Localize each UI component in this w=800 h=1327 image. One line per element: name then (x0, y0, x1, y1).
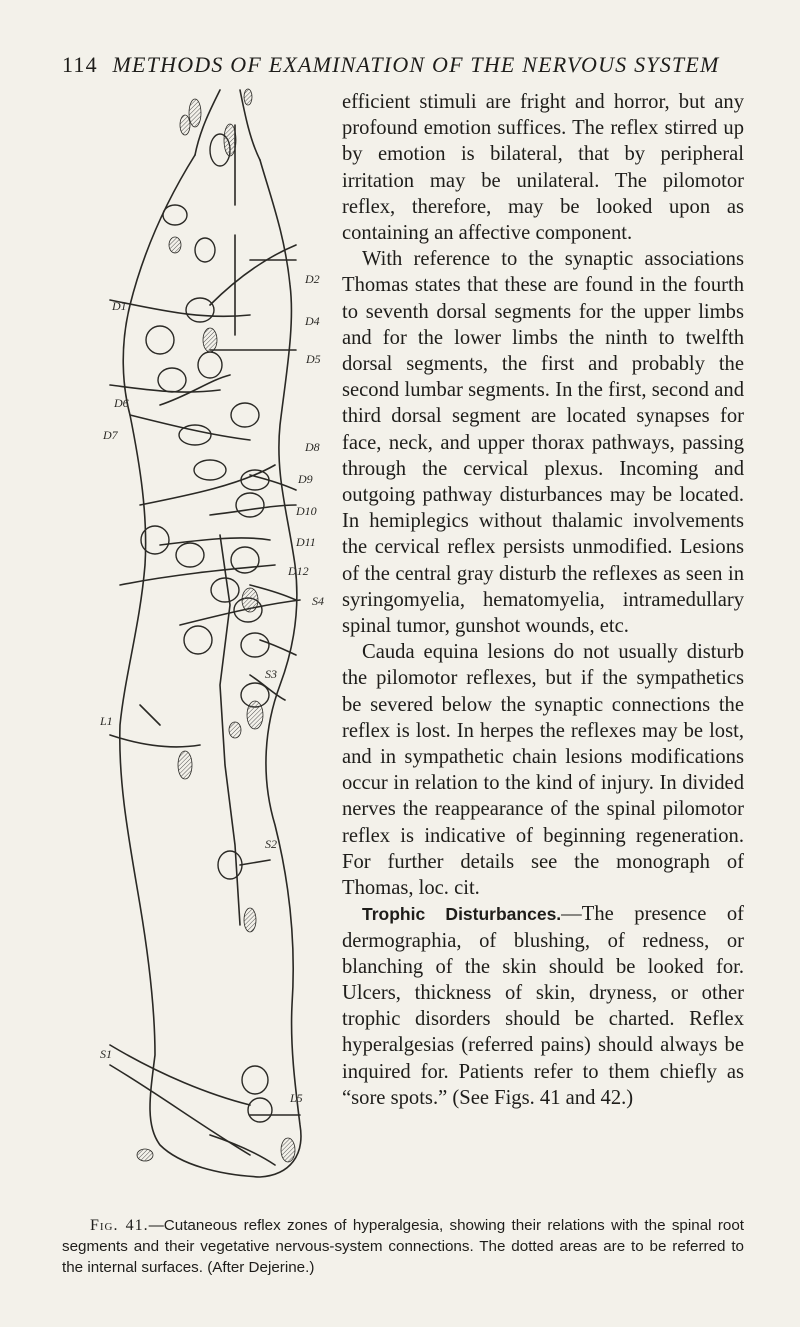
body-outline-drawing (100, 85, 348, 1200)
label-d10: D10 (296, 504, 317, 518)
runin-heading-trophic: Trophic Disturbances. (362, 904, 562, 925)
body-text-column (342, 89, 744, 1111)
caption-text: —Cutaneous reflex zones of hyperalgesia, showing their relations with the spinal root segments and their vegetative nervous-system connections. The dotted areas are to be referred to the internal surfaces. (After Dejerine.) (62, 1217, 744, 1276)
label-d11: D11 (296, 535, 316, 549)
paragraph-synaptic-associations: With reference to the synaptic associations Thomas states that these are found in the fourth to seventh dorsal segments for the upper limbs and for the lower limbs the ninth to twelfth dorsal segments, the first and probably the second lumbar segments. In the first, second and third dorsal segment are located synapses for face, neck, and upper thorax pathways, passing through the cervical plexus. Incoming and outgoing pathway disturbances may be located. In hemiplegics without thalamic involvements the cervical reflex persists unmodified. Lesions of the central gray disturb the reflexes as seen in syringomyelia, hematomyelia, intramedullary spinal tumor, gunshot wounds, etc. (342, 248, 744, 638)
label-d12: D12 (288, 564, 309, 578)
label-s1: S1 (100, 1047, 112, 1061)
label-d1: D1 (112, 299, 127, 313)
label-d2: D2 (305, 272, 320, 286)
label-s3: S3 (265, 667, 277, 681)
figure-label: Fig. 41. (90, 1217, 149, 1234)
label-l1: L1 (100, 714, 113, 728)
paragraph-emotion-reflex: efficient stimuli are fright and horror, but any profound emotion suffices. The reflex stirred up by emotion is bilateral, that by peripheral irritation may be unilateral. The pilomotor reflex, therefore, may be looked upon as containing an affective component. (342, 91, 744, 245)
label-d8: D8 (305, 440, 320, 454)
figure-caption (62, 1215, 744, 1278)
trophic-text: —The presence of dermographia, of blushing, of redness, or blanching of the skin should be looked for. Ulcers, thickness of skin, dryness, or other trophic disorders should be charted. Reflex hyperalgesias (referred pains) should always be inquired for. Patients refer to them chiefly as “sore spots.” (See Figs. 41 and 42.) (342, 903, 745, 1109)
label-d9: D9 (298, 472, 313, 486)
label-d4: D4 (305, 314, 320, 328)
outline-trunk (120, 155, 301, 1177)
label-s2: S2 (265, 837, 277, 851)
label-s4: S4 (312, 594, 324, 608)
label-d5: D5 (306, 352, 321, 366)
figure-41-body-outline (100, 85, 348, 1200)
label-d6: D6 (114, 396, 129, 410)
paragraph-trophic-disturbances (342, 901, 744, 1111)
page-number: 114 (62, 52, 98, 77)
running-header (62, 52, 742, 78)
label-l5: L5 (290, 1091, 303, 1105)
paragraph-cauda-equina: Cauda equina lesions do not usually disturb the pilomotor reflexes, but if the sympathetics be severed below the synaptic connections the reflex is lost. In herpes the reflexes may be lost, and in sympathetic chain lesions modifications occur in relation to the kind of injury. In divided nerves the reappearance of the spinal pilomotor reflex is indicative of beginning regeneration. For further details see the monograph of Thomas, loc. cit. (342, 641, 744, 900)
running-title: METHODS OF EXAMINATION OF THE NERVOUS SYSTEM (112, 52, 720, 77)
label-d7: D7 (103, 428, 118, 442)
